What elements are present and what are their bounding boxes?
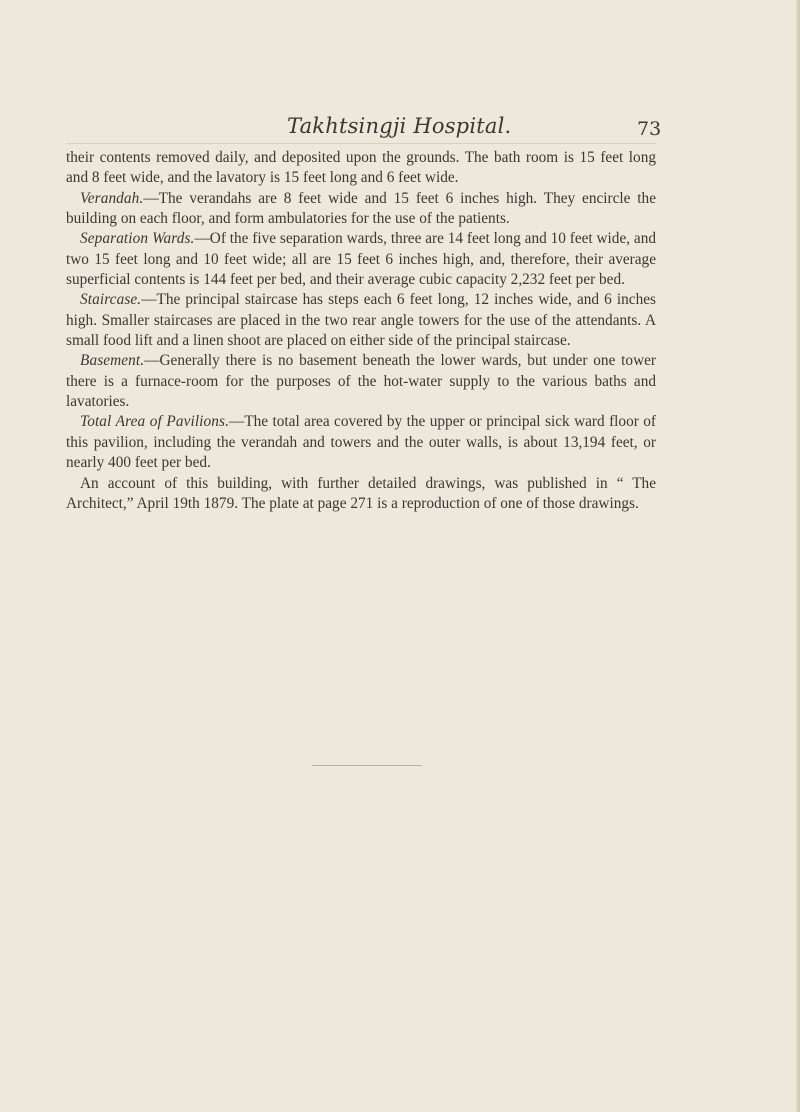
footer-rule <box>312 765 422 766</box>
running-title: Takhtsingji Hospital. <box>287 114 512 138</box>
page-number: 73 <box>637 118 662 140</box>
page-header <box>0 114 800 144</box>
paragraph <box>66 474 656 515</box>
paragraph-text: —The verandahs are 8 feet wide and 15 feet 6 inches high. They encircle the building on each floor, and form ambulatories for the use of the patients. <box>66 189 656 228</box>
paragraph <box>66 189 656 230</box>
paragraph-text: their contents removed daily, and deposited upon the grounds. The bath room is 15 feet long and 8 feet wide, and the lavatory is 15 feet long and 6 feet wide. <box>66 149 656 187</box>
paragraph-heading: Separation Wards. <box>80 230 195 248</box>
paragraph <box>66 351 656 412</box>
paragraph <box>66 412 656 473</box>
paragraph-text: —Generally there is no basement beneath the lower wards, but under one tower there is a furnace-room for the purposes of the hot-water supply to the various baths and lavatories. <box>66 352 656 411</box>
body-text <box>66 148 656 514</box>
paragraph-heading: Basement. <box>80 352 145 370</box>
paragraph-text: —The total area covered by the upper or principal sick ward floor of this pavilion, including the verandah and towers and the outer walls, is about 13,194 feet, or nearly 400 feet per bed. <box>66 413 657 472</box>
paragraph <box>66 290 656 351</box>
paragraph-text: An account of this building, with further detailed drawings, was published in “ The Architect,” April 19th 1879. The plate at page 271 is a reproduction of one of those drawings. <box>66 474 656 512</box>
page-edge <box>796 0 800 1112</box>
paragraph <box>66 148 656 189</box>
header-rule <box>66 143 656 144</box>
paragraph-heading: Staircase. <box>80 291 142 309</box>
paragraph-heading: Verandah. <box>80 189 144 207</box>
paragraph-heading: Total Area of Pavilions. <box>80 413 230 431</box>
paragraph-text: —The principal staircase has steps each 6 feet long, 12 inches wide, and 6 inches high. Smaller staircases are placed in the two rear angle towers for the use of the attendants. A small food lift and a linen shoot are placed on either side of the principal staircase. <box>66 291 656 350</box>
paragraph-text: —Of the five separation wards, three are 14 feet long and 10 feet wide, and two 15 feet long and 10 feet wide; all are 15 feet 6 inches high, and, therefore, their average superficial contents is 144 feet per bed, and their average cubic capacity 2,232 feet per bed. <box>66 230 656 289</box>
paragraph <box>66 229 656 290</box>
